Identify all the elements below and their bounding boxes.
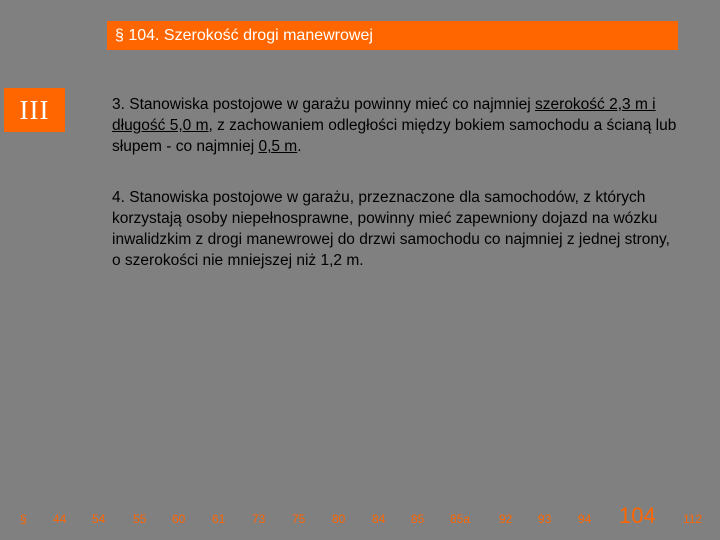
paragraph-3 — [112, 94, 682, 157]
nav-link-92[interactable]: 92 — [499, 512, 513, 526]
paragraph-4: 4. Stanowiska postojowe w garażu, przeznaczone dla samochodów, z których korzystają osoby niepełnosprawne, powinny mieć zapewniony dojazd na wózku inwalidzkim z drogi manewrowej do drzwi samochodu co najmniej z jednej strony, o szerokości nie mniejszej niż 1,2 m. — [112, 189, 670, 269]
nav-link-61[interactable]: 61 — [212, 512, 226, 526]
nav-link-112[interactable]: 112 — [683, 512, 703, 526]
nav-link-93[interactable]: 93 — [538, 512, 552, 526]
section-navigation — [0, 500, 720, 536]
nav-link-80[interactable]: 80 — [332, 512, 346, 526]
nav-link-44[interactable]: 44 — [53, 512, 67, 526]
nav-link-85a[interactable]: 85a — [450, 512, 471, 526]
nav-link-section-sign[interactable]: § — [20, 512, 27, 526]
paragraph-3-text-middle: , z zachowaniem odległości między bokiem samochodu a ścianą lub słupem - co najmniej — [112, 117, 677, 155]
section-title: § 104. Szerokość drogi manewrowej — [107, 21, 678, 50]
nav-link-73[interactable]: 73 — [252, 512, 266, 526]
paragraph-3-text-start: 3. Stanowiska postojowe w garażu powinny mieć co najmniej — [112, 96, 536, 113]
chapter-badge: III — [4, 88, 65, 132]
paragraph-3-text-end: . — [297, 138, 302, 155]
nav-link-94[interactable]: 94 — [578, 512, 592, 526]
nav-link-85[interactable]: 85 — [411, 512, 425, 526]
nav-link-55[interactable]: 55 — [133, 512, 147, 526]
nav-link-75[interactable]: 75 — [292, 512, 306, 526]
paragraph-3-min-distance: 0,5 m — [258, 138, 298, 155]
nav-link-60[interactable]: 60 — [172, 512, 186, 526]
nav-link-84[interactable]: 84 — [372, 512, 386, 526]
nav-current-104: 104 — [619, 503, 656, 528]
paragraph-3-dimensions: szerokość 2,3 m i długość 5,0 m — [112, 96, 656, 134]
nav-link-54[interactable]: 54 — [92, 512, 106, 526]
